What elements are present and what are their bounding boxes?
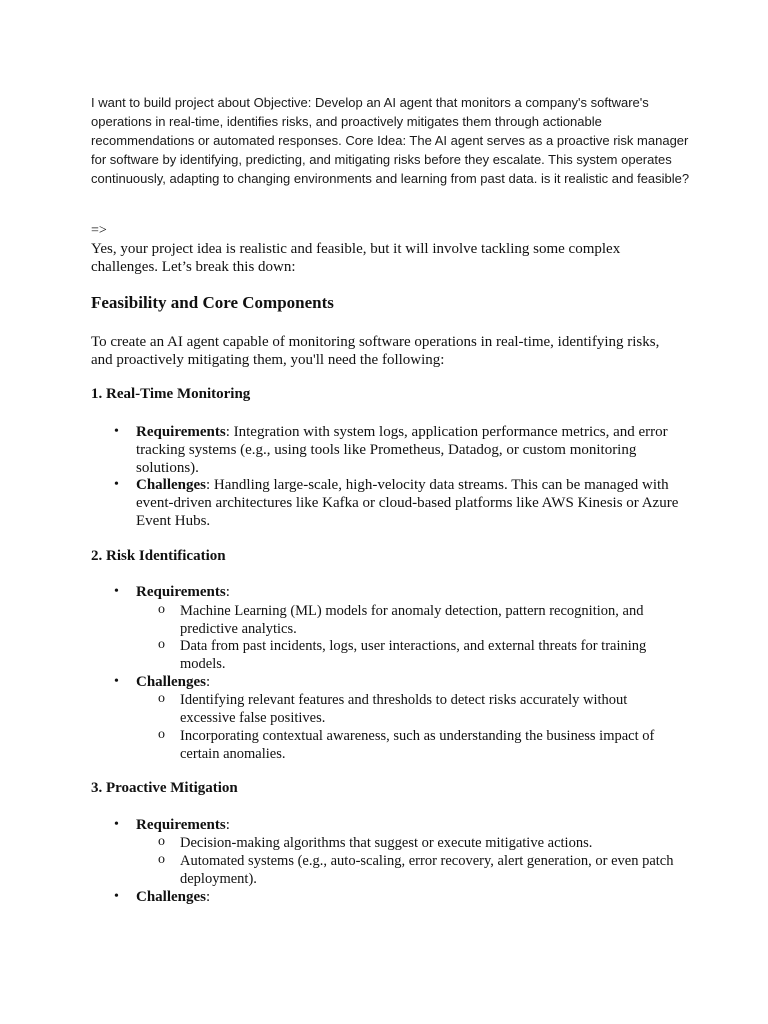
- requirements-label: Requirements: [136, 584, 226, 600]
- section-3-req-sub-2: [158, 852, 675, 888]
- bullet: •: [114, 889, 119, 904]
- section-3-title: 3. Proactive Mitigation: [91, 780, 238, 796]
- bullet: •: [114, 584, 119, 599]
- sub-bullet: o: [158, 727, 165, 742]
- challenges-label: Challenges: [136, 477, 207, 493]
- colon: :: [225, 817, 230, 833]
- colon: :: [206, 674, 211, 690]
- sub-bullet: o: [158, 637, 165, 652]
- section-3-requirements: [114, 816, 681, 834]
- colon: :: [225, 584, 230, 600]
- section-2-chal-sub-1: [158, 691, 675, 727]
- section-1-title: 1. Real-Time Monitoring: [91, 386, 251, 402]
- section-2-req-sub-2: [158, 637, 675, 673]
- sub-bullet: o: [158, 852, 165, 867]
- section-3-req-sub-1: [158, 834, 675, 852]
- section-heading: Feasibility and Core Components: [91, 293, 334, 312]
- section-3-challenges: [114, 888, 681, 906]
- colon: :: [206, 889, 211, 905]
- sub-item-text: Incorporating contextual awareness, such as understanding the business impact of certain anomalies.: [180, 728, 655, 762]
- section-2-challenges: [114, 673, 681, 691]
- section-2-chal-sub-2: [158, 727, 675, 763]
- sub-item-text: Identifying relevant features and thresholds to detect risks accurately without excessive false positives.: [180, 692, 628, 726]
- sub-bullet: o: [158, 691, 165, 706]
- section-2-title: 2. Risk Identification: [91, 548, 226, 564]
- bullet: •: [114, 674, 119, 689]
- sub-bullet: o: [158, 834, 165, 849]
- sub-item-text: Data from past incidents, logs, user interactions, and external threats for training models.: [180, 638, 647, 672]
- requirements-label: Requirements: [136, 817, 226, 833]
- response-arrow: =>: [91, 223, 107, 238]
- bullet: •: [114, 424, 119, 439]
- challenges-label: Challenges: [136, 674, 207, 690]
- challenges-text: : Handling large-scale, high-velocity data streams. This can be managed with event-driven architectures like Kafka or cloud-based platforms like AWS Kinesis or Azure Event Hubs.: [136, 477, 679, 529]
- overview-paragraph: To create an AI agent capable of monitoring software operations in real-time, identifying risks, and proactively mitigating them, you'll need the following:: [91, 334, 660, 368]
- sub-item-text: Machine Learning (ML) models for anomaly detection, pattern recognition, and predictive analytics.: [180, 603, 644, 637]
- bullet: •: [114, 817, 119, 832]
- requirements-label: Requirements: [136, 424, 226, 440]
- sub-item-text: Decision-making algorithms that suggest or execute mitigative actions.: [180, 835, 593, 851]
- user-question: I want to build project about Objective: Develop an AI agent that monitors a company's software's operations in real-time, identifies risks, and proactively mitigates them through actionable recommendations or automated responses. Core Idea: The AI agent serves as a proactive risk manager for software by identifying, predicting, and mitigating risks before they escalate. This system operates continuously, adapting to changing environments and learning from past data. is it realistic and feasible?: [91, 95, 690, 186]
- section-2-requirements: [114, 583, 681, 601]
- section-2-req-sub-1: [158, 602, 675, 638]
- section-1-requirements: [114, 423, 681, 477]
- intro-paragraph: Yes, your project idea is realistic and feasible, but it will involve tackling some complex challenges. Let’s break this down:: [91, 241, 621, 275]
- bullet: •: [114, 477, 119, 492]
- requirements-text: : Integration with system logs, application performance metrics, and error tracking systems (e.g., using tools like Prometheus, Datadog, or custom monitoring solutions).: [136, 424, 668, 476]
- sub-bullet: o: [158, 602, 165, 617]
- section-1-challenges: [114, 476, 681, 530]
- challenges-label: Challenges: [136, 889, 207, 905]
- sub-item-text: Automated systems (e.g., auto-scaling, error recovery, alert generation, or even patch deployment).: [180, 853, 674, 887]
